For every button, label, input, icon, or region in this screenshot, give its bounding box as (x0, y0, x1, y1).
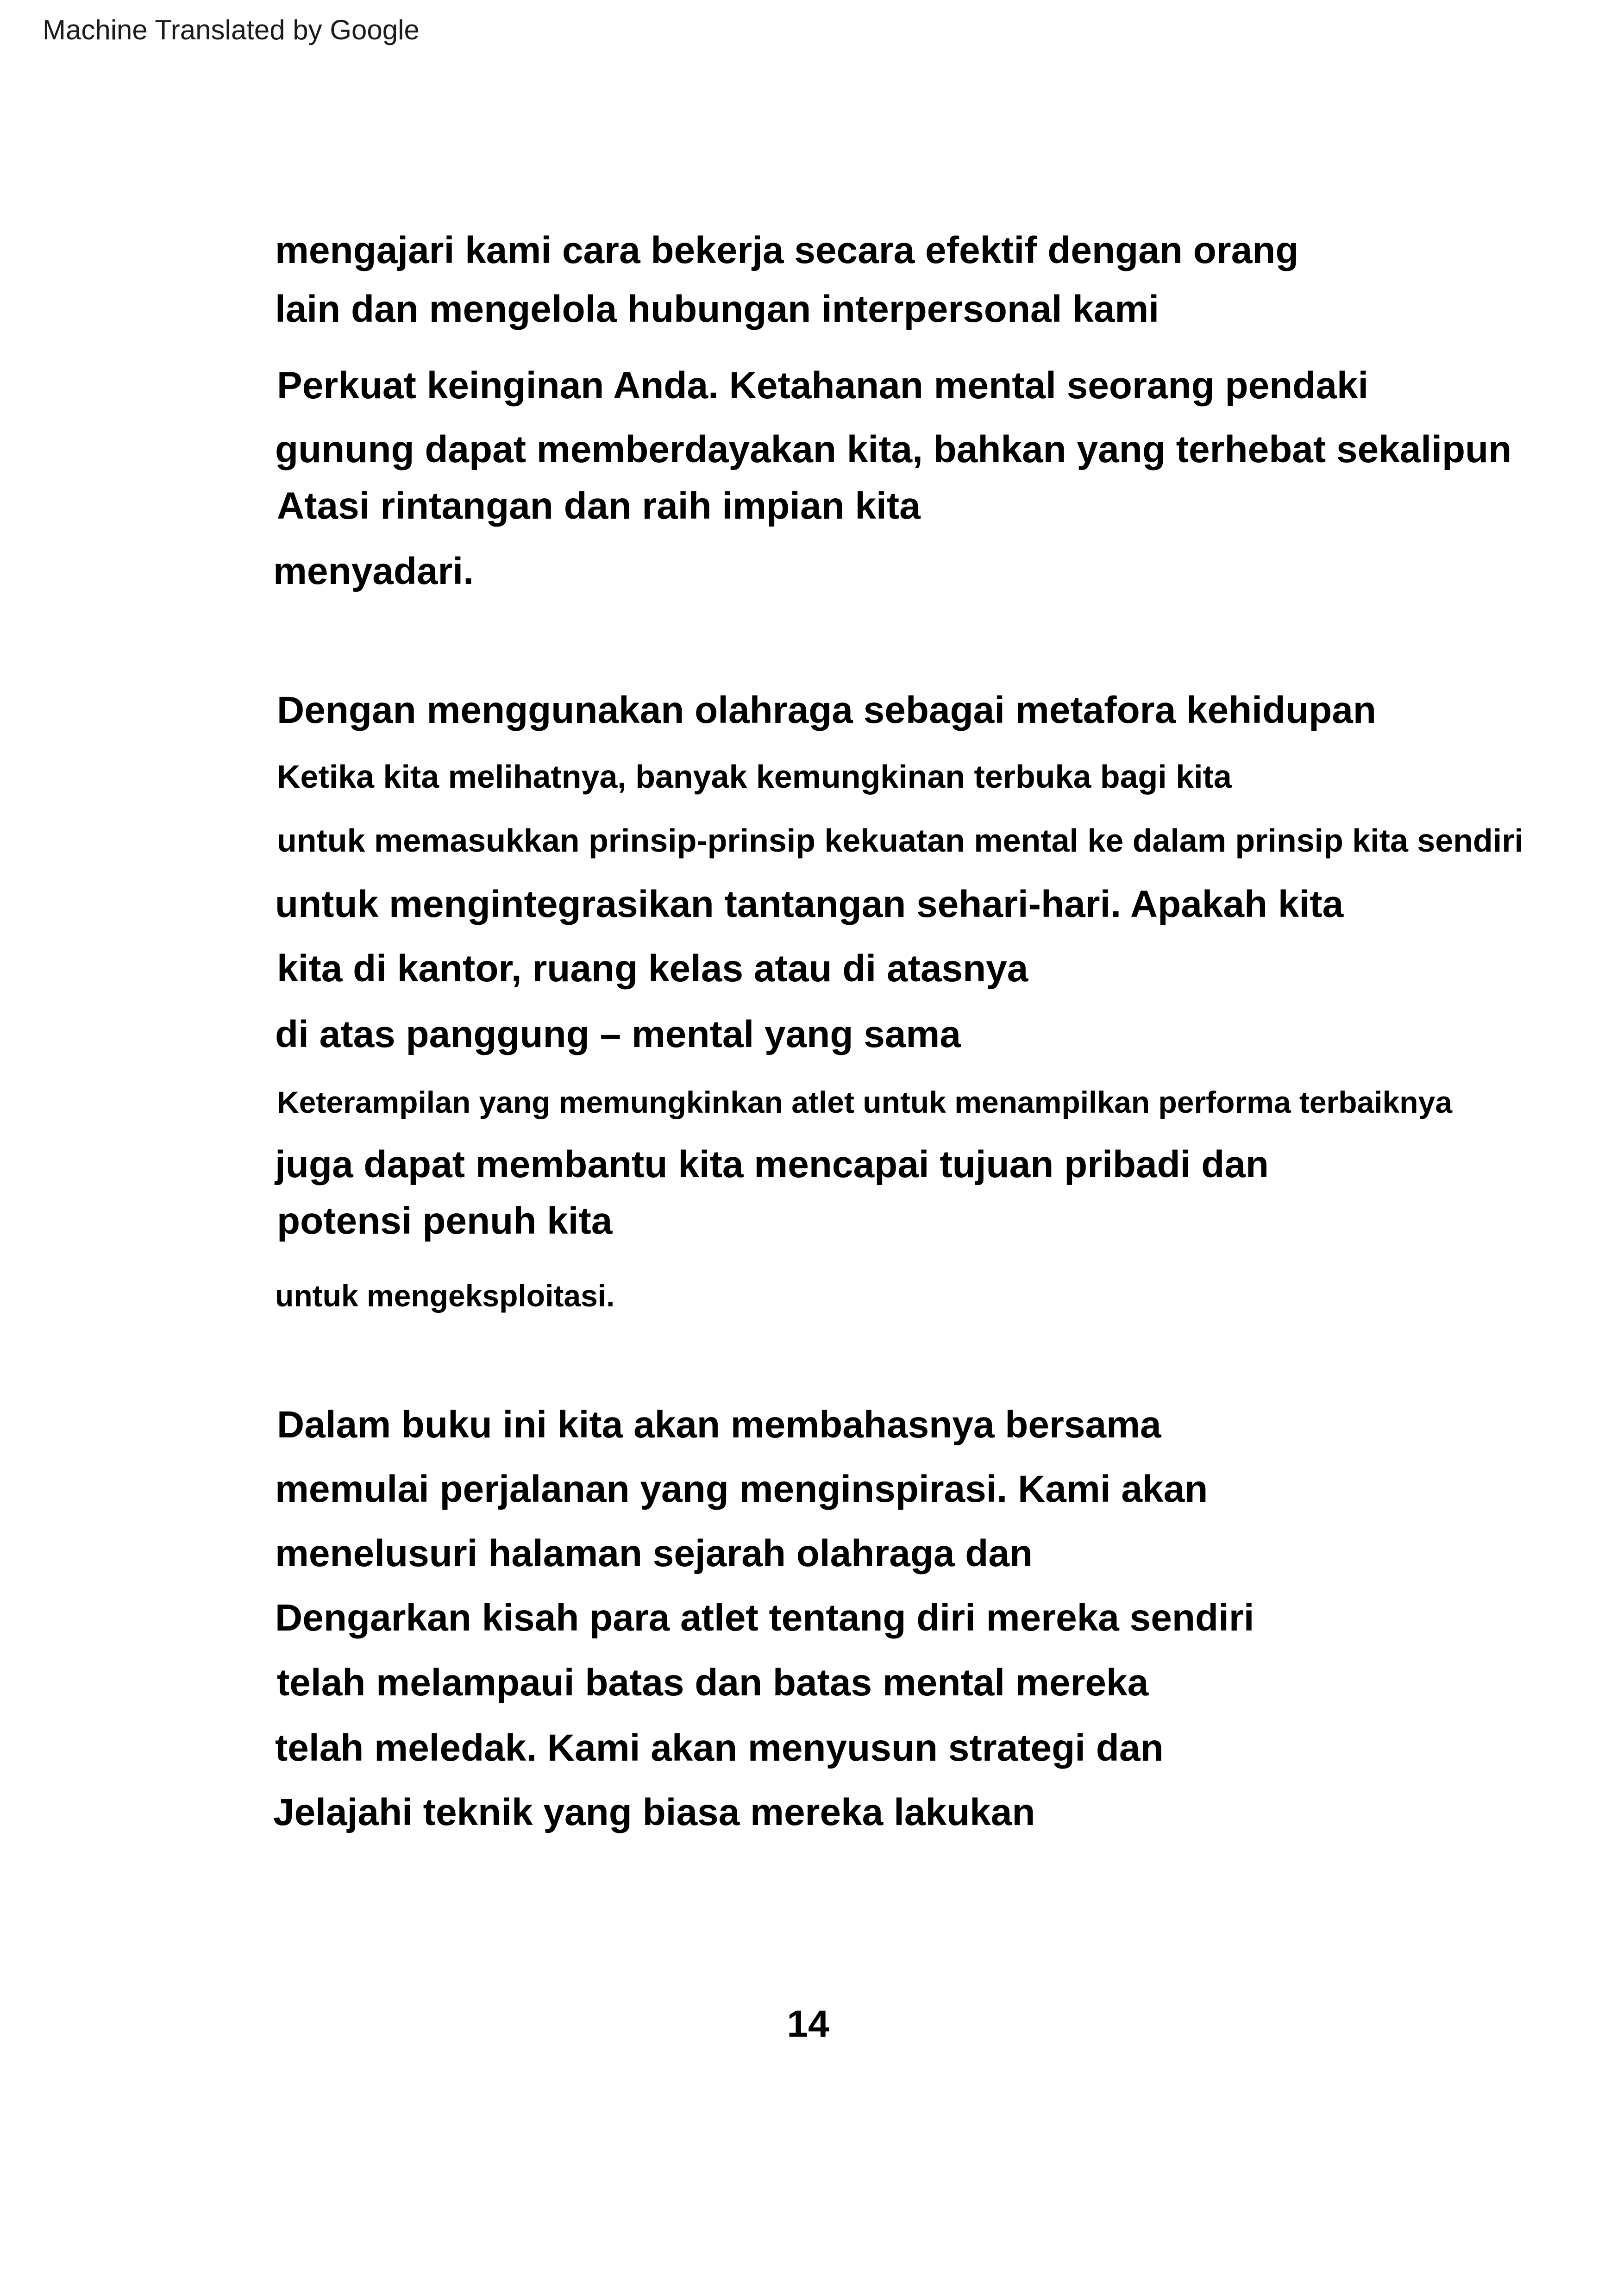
text-line: untuk memasukkan prinsip-prinsip kekuatan mental ke dalam prinsip kita sendiri (277, 822, 1523, 859)
text-line: potensi penuh kita (277, 1200, 613, 1242)
text-line: Dalam buku ini kita akan membahasnya bersama (277, 1404, 1161, 1446)
text-line: telah meledak. Kami akan menyusun strategi dan (275, 1727, 1164, 1769)
text-line: di atas panggung – mental yang sama (275, 1013, 961, 1055)
text-line: gunung dapat memberdayakan kita, bahkan yang terhebat sekalipun (275, 428, 1512, 470)
text-line: lain dan mengelola hubungan interpersonal kami (275, 288, 1159, 330)
text-line: Perkuat keinginan Anda. Ketahanan mental seorang pendaki (277, 364, 1369, 407)
text-line: Atasi rintangan dan raih impian kita (277, 485, 921, 527)
text-line: Dengarkan kisah para atlet tentang diri mereka sendiri (275, 1597, 1254, 1639)
text-line: untuk mengintegrasikan tantangan sehari-hari. Apakah kita (275, 883, 1344, 925)
machine-translation-banner: Machine Translated by Google (43, 14, 420, 45)
text-line: memulai perjalanan yang menginspirasi. Kami akan (275, 1468, 1208, 1510)
text-line: menelusuri halaman sejarah olahraga dan (275, 1532, 1033, 1575)
text-line: kita di kantor, ruang kelas atau di atasnya (277, 947, 1028, 990)
text-line: Jelajahi teknik yang biasa mereka lakukan (273, 1791, 1035, 1833)
page-number: 14 (787, 2003, 829, 2045)
text-line: menyadari. (273, 550, 474, 592)
text-line: untuk mengeksploitasi. (275, 1279, 615, 1313)
text-line: mengajari kami cara bekerja secara efektif dengan orang (275, 229, 1299, 271)
text-line: Dengan menggunakan olahraga sebagai metafora kehidupan (277, 689, 1376, 731)
text-line: juga dapat membantu kita mencapai tujuan pribadi dan (275, 1143, 1269, 1186)
text-line: telah melampaui batas dan batas mental mereka (277, 1662, 1149, 1704)
text-line: Ketika kita melihatnya, banyak kemungkinan terbuka bagi kita (277, 759, 1232, 795)
text-line: Keterampilan yang memungkinkan atlet untuk menampilkan performa terbaiknya (277, 1085, 1453, 1119)
